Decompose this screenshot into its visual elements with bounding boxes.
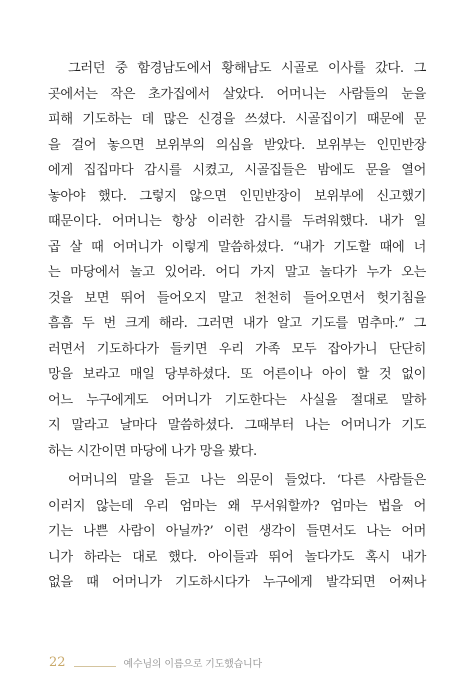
text-line: 그러던 중 함경남도에서 황해남도 시골로 이사를 갔다. 그 bbox=[68, 61, 426, 76]
text-line: 놓아야 했다. 그렇지 않으면 인민반장이 보위부에 신고했기 bbox=[48, 188, 426, 204]
text-line: 러면서 기도하다가 들키면 우리 가족 모두 잡아가니 단단히 bbox=[48, 341, 426, 357]
text-line: 흠흠 두 번 크게 해라. 그러면 내가 알고 기도를 멈추마.” 그 bbox=[48, 316, 426, 331]
page-number: 22 bbox=[49, 654, 66, 670]
text-line: 없을 때 어머니가 기도하시다가 누구에게 발각되면 어쩌나 bbox=[48, 575, 426, 590]
paragraph-1 bbox=[48, 56, 426, 464]
text-line: 것을 보면 뛰어 들어오지 말고 천천히 들어오면서 헛기침을 bbox=[48, 290, 426, 306]
body-text bbox=[48, 56, 426, 600]
text-line: 곳에서는 작은 초가집에서 살았다. 어머니는 사람들의 눈을 bbox=[48, 86, 426, 102]
text-line: 는 마당에서 놀고 있어라. 어디 가지 말고 놀다가 누가 오는 bbox=[48, 265, 426, 280]
text-line: 기는 나쁜 사람이 아닐까?’ 이런 생각이 들면서도 나는 어머 bbox=[48, 524, 426, 539]
footer-rule bbox=[74, 666, 116, 667]
text-line: 어머니의 말을 듣고 나는 의문이 들었다. ‘다른 사람들은 bbox=[68, 473, 426, 488]
text-line: 하는 시간이면 마당에 나가 망을 봤다. bbox=[48, 443, 257, 459]
text-line: 니가 하라는 대로 했다. 아이들과 뛰어 놀다가도 혹시 내가 bbox=[48, 549, 426, 565]
text-line: 을 걸어 놓으면 보위부의 의심을 받았다. 보위부는 인민반장 bbox=[48, 137, 426, 153]
text-line: 에게 집집마다 감시를 시켰고, 시골집들은 밤에도 문을 열어 bbox=[48, 163, 426, 178]
running-title: 예수님의 이름으로 기도했습니다 bbox=[123, 658, 262, 670]
text-line: 이러지 않는데 우리 엄마는 왜 무서워할까? 엄마는 법을 어 bbox=[48, 498, 426, 514]
page-footer bbox=[49, 652, 262, 672]
text-line: 때문이다. 어머니는 항상 이러한 감시를 두려워했다. 내가 일 bbox=[48, 214, 426, 229]
text-line: 망을 보라고 매일 당부하셨다. 또 어른이나 아이 할 것 없이 bbox=[48, 367, 426, 382]
text-line: 어느 누구에게도 어머니가 기도한다는 사실을 절대로 말하 bbox=[48, 392, 426, 408]
text-line: 지 말라고 날마다 말씀하셨다. 그때부터 나는 어머니가 기도 bbox=[48, 418, 426, 433]
text-line: 피해 기도하는 데 많은 신경을 쓰셨다. 시골집이기 때문에 문 bbox=[48, 112, 426, 127]
paragraph-2 bbox=[48, 468, 426, 596]
text-line: 곱 살 때 어머니가 이렇게 말씀하셨다. “내가 기도할 때에 너 bbox=[48, 239, 426, 255]
